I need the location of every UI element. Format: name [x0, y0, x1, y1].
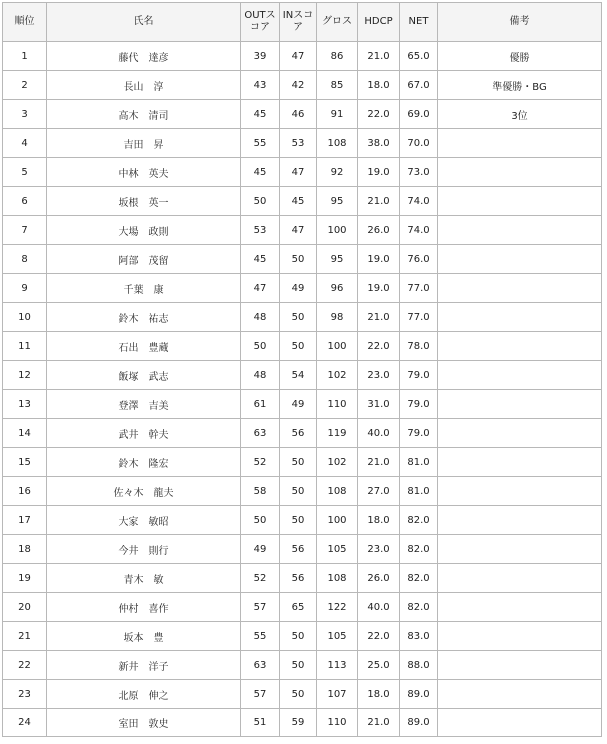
cell-in: 50 [280, 332, 317, 361]
cell-gross: 122 [317, 593, 358, 622]
cell-name: 佐々木 龍夫 [47, 477, 241, 506]
table-row [3, 506, 602, 535]
cell-gross: 108 [317, 564, 358, 593]
cell-in: 49 [280, 390, 317, 419]
cell-gross: 105 [317, 622, 358, 651]
cell-name: 鈴木 祐志 [47, 303, 241, 332]
cell-name: 今井 則行 [47, 535, 241, 564]
cell-in: 56 [280, 419, 317, 448]
cell-in: 56 [280, 564, 317, 593]
cell-rank: 16 [3, 477, 47, 506]
cell-rank: 20 [3, 593, 47, 622]
cell-note [438, 448, 602, 477]
cell-name: 藤代 達彦 [47, 42, 241, 71]
cell-hdcp: 18.0 [358, 71, 400, 100]
cell-note [438, 303, 602, 332]
cell-rank: 1 [3, 42, 47, 71]
cell-hdcp: 38.0 [358, 129, 400, 158]
cell-in: 65 [280, 593, 317, 622]
cell-name: 飯塚 武志 [47, 361, 241, 390]
cell-out: 63 [241, 651, 280, 680]
cell-note [438, 332, 602, 361]
cell-hdcp: 21.0 [358, 709, 400, 737]
cell-hdcp: 21.0 [358, 42, 400, 71]
cell-note [438, 245, 602, 274]
cell-name: 青木 敏 [47, 564, 241, 593]
cell-gross: 108 [317, 477, 358, 506]
cell-net: 82.0 [400, 593, 438, 622]
cell-out: 49 [241, 535, 280, 564]
cell-hdcp: 21.0 [358, 187, 400, 216]
cell-out: 53 [241, 216, 280, 245]
cell-rank: 7 [3, 216, 47, 245]
cell-rank: 9 [3, 274, 47, 303]
cell-rank: 2 [3, 71, 47, 100]
header-in: INスコア [280, 3, 317, 42]
cell-out: 52 [241, 564, 280, 593]
cell-gross: 107 [317, 680, 358, 709]
cell-net: 81.0 [400, 448, 438, 477]
cell-in: 50 [280, 448, 317, 477]
cell-in: 50 [280, 506, 317, 535]
cell-in: 50 [280, 680, 317, 709]
cell-rank: 3 [3, 100, 47, 129]
cell-rank: 13 [3, 390, 47, 419]
cell-gross: 85 [317, 71, 358, 100]
cell-gross: 102 [317, 448, 358, 477]
cell-gross: 102 [317, 361, 358, 390]
cell-out: 58 [241, 477, 280, 506]
cell-name: 大場 政則 [47, 216, 241, 245]
table-row [3, 274, 602, 303]
cell-gross: 95 [317, 187, 358, 216]
cell-hdcp: 18.0 [358, 506, 400, 535]
cell-hdcp: 26.0 [358, 564, 400, 593]
cell-net: 79.0 [400, 390, 438, 419]
cell-rank: 4 [3, 129, 47, 158]
cell-in: 53 [280, 129, 317, 158]
table-row [3, 448, 602, 477]
cell-name: 千葉 康 [47, 274, 241, 303]
table-row [3, 419, 602, 448]
cell-in: 54 [280, 361, 317, 390]
table-row [3, 535, 602, 564]
cell-note [438, 535, 602, 564]
cell-net: 78.0 [400, 332, 438, 361]
cell-note [438, 129, 602, 158]
cell-note: 準優勝・BG [438, 71, 602, 100]
cell-name: 高木 清司 [47, 100, 241, 129]
cell-name: 新井 洋子 [47, 651, 241, 680]
cell-rank: 5 [3, 158, 47, 187]
header-note: 備考 [438, 3, 602, 42]
table-row [3, 593, 602, 622]
cell-name: 石出 豊蔵 [47, 332, 241, 361]
cell-rank: 21 [3, 622, 47, 651]
cell-net: 83.0 [400, 622, 438, 651]
cell-in: 49 [280, 274, 317, 303]
cell-hdcp: 40.0 [358, 593, 400, 622]
cell-gross: 92 [317, 158, 358, 187]
table-row [3, 187, 602, 216]
cell-note [438, 216, 602, 245]
table-row [3, 129, 602, 158]
cell-in: 47 [280, 158, 317, 187]
cell-name: 坂根 英一 [47, 187, 241, 216]
cell-net: 81.0 [400, 477, 438, 506]
cell-name: 武井 幹夫 [47, 419, 241, 448]
table-row [3, 245, 602, 274]
cell-gross: 110 [317, 390, 358, 419]
cell-net: 79.0 [400, 361, 438, 390]
cell-name: 中林 英夫 [47, 158, 241, 187]
cell-note: 3位 [438, 100, 602, 129]
cell-out: 47 [241, 274, 280, 303]
cell-out: 55 [241, 129, 280, 158]
cell-hdcp: 21.0 [358, 448, 400, 477]
cell-in: 42 [280, 71, 317, 100]
cell-out: 52 [241, 448, 280, 477]
cell-rank: 6 [3, 187, 47, 216]
cell-net: 73.0 [400, 158, 438, 187]
cell-in: 46 [280, 100, 317, 129]
cell-in: 47 [280, 42, 317, 71]
cell-hdcp: 18.0 [358, 680, 400, 709]
cell-gross: 119 [317, 419, 358, 448]
cell-out: 43 [241, 71, 280, 100]
cell-gross: 100 [317, 506, 358, 535]
header-hdcp: HDCP [358, 3, 400, 42]
table-row [3, 303, 602, 332]
header-gross: グロス [317, 3, 358, 42]
cell-out: 50 [241, 506, 280, 535]
cell-rank: 11 [3, 332, 47, 361]
cell-gross: 100 [317, 332, 358, 361]
cell-hdcp: 22.0 [358, 622, 400, 651]
cell-hdcp: 23.0 [358, 535, 400, 564]
results-table [2, 2, 602, 737]
cell-out: 55 [241, 622, 280, 651]
cell-name: 登澤 吉美 [47, 390, 241, 419]
cell-net: 77.0 [400, 303, 438, 332]
cell-gross: 110 [317, 709, 358, 737]
table-row [3, 361, 602, 390]
cell-out: 50 [241, 187, 280, 216]
cell-net: 74.0 [400, 187, 438, 216]
cell-net: 82.0 [400, 564, 438, 593]
cell-name: 吉田 昇 [47, 129, 241, 158]
cell-gross: 108 [317, 129, 358, 158]
cell-in: 50 [280, 651, 317, 680]
cell-rank: 12 [3, 361, 47, 390]
cell-note [438, 709, 602, 737]
cell-hdcp: 19.0 [358, 274, 400, 303]
table-row [3, 651, 602, 680]
cell-in: 45 [280, 187, 317, 216]
cell-net: 77.0 [400, 274, 438, 303]
cell-rank: 14 [3, 419, 47, 448]
cell-hdcp: 19.0 [358, 158, 400, 187]
cell-net: 67.0 [400, 71, 438, 100]
cell-net: 79.0 [400, 419, 438, 448]
table-row [3, 158, 602, 187]
cell-name: 長山 淳 [47, 71, 241, 100]
header-out: OUTスコア [241, 3, 280, 42]
cell-out: 48 [241, 303, 280, 332]
cell-out: 39 [241, 42, 280, 71]
cell-note [438, 593, 602, 622]
cell-hdcp: 31.0 [358, 390, 400, 419]
header-name: 氏名 [47, 3, 241, 42]
cell-note [438, 564, 602, 593]
header-net: NET [400, 3, 438, 42]
table-row [3, 332, 602, 361]
cell-hdcp: 22.0 [358, 332, 400, 361]
cell-name: 仲村 喜作 [47, 593, 241, 622]
cell-net: 82.0 [400, 535, 438, 564]
cell-note [438, 680, 602, 709]
cell-in: 50 [280, 303, 317, 332]
cell-net: 70.0 [400, 129, 438, 158]
cell-gross: 100 [317, 216, 358, 245]
cell-net: 89.0 [400, 709, 438, 737]
cell-rank: 17 [3, 506, 47, 535]
cell-note [438, 651, 602, 680]
cell-rank: 22 [3, 651, 47, 680]
cell-out: 61 [241, 390, 280, 419]
cell-hdcp: 23.0 [358, 361, 400, 390]
cell-net: 65.0 [400, 42, 438, 71]
cell-net: 89.0 [400, 680, 438, 709]
cell-rank: 15 [3, 448, 47, 477]
cell-in: 50 [280, 622, 317, 651]
cell-name: 阿部 茂留 [47, 245, 241, 274]
cell-net: 74.0 [400, 216, 438, 245]
cell-in: 50 [280, 477, 317, 506]
table-row [3, 680, 602, 709]
cell-hdcp: 26.0 [358, 216, 400, 245]
table-row [3, 564, 602, 593]
cell-rank: 10 [3, 303, 47, 332]
table-row [3, 709, 602, 737]
cell-gross: 86 [317, 42, 358, 71]
cell-out: 57 [241, 593, 280, 622]
cell-gross: 113 [317, 651, 358, 680]
cell-out: 45 [241, 100, 280, 129]
cell-rank: 23 [3, 680, 47, 709]
table-row [3, 477, 602, 506]
cell-out: 51 [241, 709, 280, 737]
cell-out: 57 [241, 680, 280, 709]
cell-hdcp: 40.0 [358, 419, 400, 448]
cell-net: 69.0 [400, 100, 438, 129]
cell-in: 47 [280, 216, 317, 245]
cell-out: 45 [241, 158, 280, 187]
cell-note [438, 274, 602, 303]
cell-out: 45 [241, 245, 280, 274]
cell-rank: 8 [3, 245, 47, 274]
cell-name: 室田 敦史 [47, 709, 241, 737]
cell-note [438, 187, 602, 216]
table-row [3, 216, 602, 245]
cell-note [438, 390, 602, 419]
cell-out: 63 [241, 419, 280, 448]
cell-net: 76.0 [400, 245, 438, 274]
cell-gross: 96 [317, 274, 358, 303]
cell-hdcp: 21.0 [358, 303, 400, 332]
header-row [3, 3, 602, 42]
table-row [3, 42, 602, 71]
cell-gross: 98 [317, 303, 358, 332]
cell-name: 鈴木 隆宏 [47, 448, 241, 477]
table-row [3, 622, 602, 651]
cell-name: 大家 敏昭 [47, 506, 241, 535]
cell-out: 50 [241, 332, 280, 361]
cell-hdcp: 22.0 [358, 100, 400, 129]
cell-hdcp: 25.0 [358, 651, 400, 680]
cell-note [438, 158, 602, 187]
cell-gross: 91 [317, 100, 358, 129]
cell-in: 56 [280, 535, 317, 564]
cell-net: 82.0 [400, 506, 438, 535]
cell-in: 50 [280, 245, 317, 274]
cell-note: 優勝 [438, 42, 602, 71]
table-row [3, 390, 602, 419]
cell-note [438, 622, 602, 651]
cell-note [438, 477, 602, 506]
cell-hdcp: 27.0 [358, 477, 400, 506]
header-rank: 順位 [3, 3, 47, 42]
table-row [3, 71, 602, 100]
cell-rank: 19 [3, 564, 47, 593]
cell-hdcp: 19.0 [358, 245, 400, 274]
cell-gross: 105 [317, 535, 358, 564]
cell-net: 88.0 [400, 651, 438, 680]
cell-note [438, 506, 602, 535]
cell-rank: 24 [3, 709, 47, 737]
cell-out: 48 [241, 361, 280, 390]
cell-rank: 18 [3, 535, 47, 564]
cell-gross: 95 [317, 245, 358, 274]
table-row [3, 100, 602, 129]
cell-name: 坂本 豊 [47, 622, 241, 651]
cell-name: 北原 伸之 [47, 680, 241, 709]
cell-note [438, 419, 602, 448]
cell-in: 59 [280, 709, 317, 737]
cell-note [438, 361, 602, 390]
